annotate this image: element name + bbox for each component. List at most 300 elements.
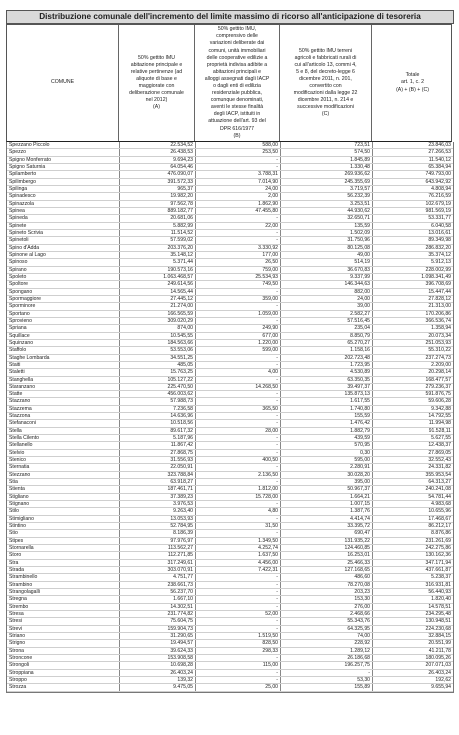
cell-col-c: 131.935,22	[344, 537, 370, 544]
cell-col-c: 4.414,74	[350, 515, 370, 522]
cell-col-c: 1.882,79	[350, 427, 370, 434]
cell-col-b: 7.014,90	[258, 178, 278, 185]
header-line: aliquote di base e	[136, 75, 177, 82]
cell-col-c: 439,59	[354, 435, 370, 442]
cell-col-c: 202.723,48	[344, 354, 370, 361]
cell-comune: Stroppo	[9, 676, 27, 683]
header-line: nel 2012)	[145, 97, 168, 104]
cell-col-b: 24,00	[265, 185, 278, 192]
cell-col-b: 249,90	[262, 325, 278, 332]
cell-col-a: 476.090,07	[167, 171, 193, 178]
table-row	[7, 501, 453, 508]
cell-comune: Spongano	[9, 288, 33, 295]
table-row	[7, 237, 453, 244]
cell-col-b: 22,00	[265, 222, 278, 229]
cell-col-a: 63.918,27	[170, 479, 193, 486]
header-line: abitazioni principali e	[212, 68, 262, 75]
table-row	[7, 530, 453, 537]
cell-comune: Stignano	[9, 501, 30, 508]
cell-col-a: 5.882,99	[173, 222, 193, 229]
cell-total: 192,62	[435, 676, 451, 683]
table-row	[7, 457, 453, 464]
cell-comune: Stregna	[9, 596, 27, 603]
cell-comune: Strona	[9, 647, 25, 654]
cell-col-b: -	[276, 376, 278, 383]
cell-total: 8.876,86	[431, 530, 451, 537]
header-line: Totale	[405, 72, 420, 79]
cell-col-b: 1.812,00	[258, 486, 278, 493]
cell-col-c: 514,19	[354, 259, 370, 266]
cell-col-c: 24,00	[357, 295, 370, 302]
cell-col-c: 49,00	[357, 251, 370, 258]
cell-col-b: -	[276, 288, 278, 295]
table-row	[7, 574, 453, 581]
cell-col-c: 65.270,27	[347, 339, 370, 346]
table-row	[7, 384, 453, 391]
cell-col-a: 14.636,96	[170, 413, 193, 420]
table-row	[7, 626, 453, 633]
cell-col-c: 1.502,09	[350, 229, 370, 236]
cell-col-a: 7.236,58	[173, 405, 193, 412]
header-line: maggiorate con	[138, 83, 175, 89]
cell-total: 168.477,57	[425, 376, 451, 383]
cell-col-b: -	[276, 413, 278, 420]
cell-col-c: -	[368, 669, 370, 676]
cell-col-a: 889.182,77	[167, 207, 193, 214]
header-line: deliberazione comunale	[129, 90, 184, 97]
cell-col-c: 124.460,85	[344, 545, 370, 552]
cell-total: 1.098.341,49	[421, 273, 451, 280]
cell-comune: Staffolo	[9, 347, 27, 354]
cell-comune: Stintino	[9, 523, 26, 530]
table-row	[7, 464, 453, 471]
cell-col-c: 395,00	[354, 479, 370, 486]
cell-comune: Stroppiana	[9, 669, 34, 676]
header-line: variazioni deliberate dai	[209, 40, 265, 47]
cell-col-b: -	[276, 464, 278, 471]
cell-total: 26.403,24	[428, 669, 451, 676]
table-row	[7, 655, 453, 662]
cell-total: 59.606,28	[428, 398, 451, 405]
cell-comune: Stia	[9, 479, 18, 486]
cell-col-a: 249.614,56	[167, 281, 193, 288]
cell-col-b: 400,50	[262, 457, 278, 464]
cell-comune: Spinadesco	[9, 193, 36, 200]
cell-col-b: -	[276, 317, 278, 324]
header-line: comunque denominati,	[210, 97, 264, 104]
cell-total: 237.274,73	[425, 354, 451, 361]
cell-total: 12.438,37	[428, 442, 451, 449]
header-col-total	[372, 25, 453, 141]
cell-col-c: 690,47	[354, 530, 370, 537]
cell-comune: Strembo	[9, 603, 29, 610]
cell-col-a: 317.249,61	[167, 559, 193, 566]
table-row	[7, 428, 453, 435]
table-row	[7, 560, 453, 567]
cell-col-c: 57.516,45	[347, 317, 370, 324]
header-col-b	[195, 25, 280, 141]
cell-comune: Spineda	[9, 215, 28, 222]
cell-col-c: 55.343,76	[347, 618, 370, 625]
header-line: proprietà indivisa adibite a	[206, 61, 268, 68]
cell-total: 53.331,77	[428, 215, 451, 222]
cell-col-b: 7.422,31	[258, 567, 278, 574]
cell-total: 64.313,27	[428, 479, 451, 486]
cell-total: 15.447,44	[428, 288, 451, 295]
cell-comune: Striano	[9, 632, 26, 639]
cell-col-c: 56.232,39	[347, 193, 370, 200]
table-row	[7, 442, 453, 449]
header-line: attuazione dell'art. 93 del	[208, 118, 266, 125]
cell-col-b: -	[276, 618, 278, 625]
cell-col-b: 365,50	[262, 405, 278, 412]
cell-comune: Stra	[9, 559, 19, 566]
cell-comune: Stazzema	[9, 405, 32, 412]
table-row	[7, 589, 453, 596]
cell-col-a: 4.751,77	[173, 574, 193, 581]
header-line: comprensivo delle	[216, 33, 258, 40]
cell-col-c: 50.967,37	[347, 486, 370, 493]
cell-comune: Strada	[9, 567, 25, 574]
cell-total: 2.209,00	[431, 361, 451, 368]
cell-comune: Spezzano Piccolo	[9, 142, 50, 148]
cell-col-c: 155,59	[354, 413, 370, 420]
cell-col-b: -	[276, 442, 278, 449]
cell-total: 13.016,61	[428, 229, 451, 236]
table-row	[7, 633, 453, 640]
cell-comune: Stella	[9, 427, 22, 434]
header-line: (C)	[321, 111, 330, 118]
cell-total: 20.298,14	[428, 369, 451, 376]
cell-total: 228.002,99	[425, 266, 451, 273]
cell-col-a: 391.572,33	[167, 178, 193, 185]
cell-col-a: 64.054,46	[170, 163, 193, 170]
table-row	[7, 640, 453, 647]
cell-col-b: 1.637,50	[258, 552, 278, 559]
cell-col-b: 588,00	[262, 142, 278, 148]
cell-col-c: 245.355,69	[344, 178, 370, 185]
cell-col-c: 203,23	[354, 589, 370, 596]
cell-total: 86.212,17	[428, 523, 451, 530]
cell-total: 366.536,74	[425, 317, 451, 324]
cell-col-a: 13.053,93	[170, 515, 193, 522]
cell-comune: Sprovieno	[9, 317, 32, 324]
cell-comune: Stresi	[9, 618, 23, 625]
cell-comune: Sportano	[9, 310, 30, 317]
cell-total: 9.342,88	[431, 405, 451, 412]
cell-col-b: -	[276, 391, 278, 398]
table-row	[7, 508, 453, 515]
table-row	[7, 406, 453, 413]
table-row	[7, 340, 453, 347]
cell-total: 643.942,92	[425, 178, 451, 185]
cell-total: 91.528,11	[428, 427, 451, 434]
cell-total: 89.349,98	[428, 237, 451, 244]
cell-col-a: 22.534,52	[170, 142, 193, 148]
header-line: (A)	[153, 104, 160, 111]
cell-comune: Staranzano	[9, 383, 36, 390]
cell-comune: Stroncone	[9, 654, 33, 661]
cell-col-a: 20.681,06	[170, 215, 193, 222]
cell-col-b: 1.862,90	[258, 200, 278, 207]
table-row	[7, 538, 453, 545]
cell-col-c: 1.845,89	[350, 156, 370, 163]
cell-col-c: 1.387,76	[350, 508, 370, 515]
cell-col-c: 2.582,27	[350, 310, 370, 317]
header-line: dicembre 2011, n. 214 e	[297, 97, 354, 104]
cell-comune: Squillace	[9, 332, 30, 339]
table-row	[7, 179, 453, 186]
cell-col-a: 159.904,73	[167, 625, 193, 632]
cell-col-b: 31,50	[265, 523, 278, 530]
cell-col-b: -	[276, 501, 278, 508]
cell-col-b: 15.728,00	[255, 493, 278, 500]
cell-col-a: 153.908,58	[167, 654, 193, 661]
cell-col-b: -	[276, 654, 278, 661]
cell-col-a: 89.617,32	[170, 427, 193, 434]
table-row	[7, 289, 453, 296]
cell-total: 279.236,37	[425, 383, 451, 390]
header-line: (A) + (B) + (C)	[396, 86, 429, 93]
table-row	[7, 259, 453, 266]
cell-comune: Stipes	[9, 537, 24, 544]
cell-col-c: 3.719,57	[350, 185, 370, 192]
cell-comune: Spriana	[9, 325, 27, 332]
cell-col-a: 26.438,53	[170, 149, 193, 156]
cell-col-c: 0,30	[360, 449, 370, 456]
table-row	[7, 604, 453, 611]
cell-total: 591.876,75	[425, 391, 451, 398]
cell-col-c: 2.280,91	[350, 464, 370, 471]
cell-col-c: 135.873,13	[344, 391, 370, 398]
cell-col-a: 37.389,23	[170, 493, 193, 500]
cell-total: 4.983,68	[431, 501, 451, 508]
cell-comune: Spoleto	[9, 273, 27, 280]
table-row	[7, 347, 453, 354]
cell-col-a: 965,37	[177, 185, 193, 192]
cell-col-a: 113.562,27	[167, 545, 193, 552]
cell-total: 180.095,26	[425, 654, 451, 661]
header-col-c	[280, 25, 372, 141]
cell-col-b: 599,00	[262, 347, 278, 354]
cell-col-b: 26,50	[265, 259, 278, 266]
cell-col-a: 303.070,91	[167, 567, 193, 574]
cell-col-b: -	[276, 589, 278, 596]
cell-col-c: 74,00	[357, 632, 370, 639]
cell-comune: Spinoso	[9, 259, 28, 266]
cell-col-a: 323.788,84	[167, 471, 193, 478]
cell-total: 54.781,44	[428, 493, 451, 500]
table-row	[7, 567, 453, 574]
cell-col-a: 27.445,12	[170, 295, 193, 302]
cell-comune: Spezzo	[9, 149, 26, 156]
cell-col-c: 39.497,37	[347, 383, 370, 390]
table-row	[7, 355, 453, 362]
cell-col-b: 4.456,00	[258, 559, 278, 566]
cell-col-c: 25.466,33	[347, 559, 370, 566]
cell-comune: Stezzano	[9, 471, 31, 478]
cell-comune: Spinetoli	[9, 237, 29, 244]
cell-col-a: 11.514,52	[170, 229, 193, 236]
cell-col-c: 78.270,08	[347, 581, 370, 588]
header-line: degli IACP, istituiti in	[213, 111, 261, 118]
cell-col-b: 3.330,92	[258, 244, 278, 251]
cell-col-c: 32.650,71	[347, 215, 370, 222]
cell-col-a: 27.868,75	[170, 449, 193, 456]
cell-total: 224.230,68	[425, 625, 451, 632]
cell-total: 1.358,94	[431, 325, 451, 332]
cell-col-a: 203.376,20	[167, 244, 193, 251]
cell-col-b: -	[276, 479, 278, 486]
table-row	[7, 157, 453, 164]
cell-col-c: 53,30	[357, 676, 370, 683]
table-row	[7, 552, 453, 559]
cell-col-a: 14.565,44	[170, 288, 193, 295]
table-row	[7, 391, 453, 398]
cell-col-c: 1.158,16	[350, 347, 370, 354]
cell-col-a: 11.867,42	[170, 442, 193, 449]
cell-col-b: 25.534,93	[255, 273, 278, 280]
table-row	[7, 648, 453, 655]
header-comune	[7, 25, 119, 141]
cell-col-a: 31.556,93	[170, 457, 193, 464]
cell-col-a: 34.551,25	[170, 354, 193, 361]
cell-col-b: 759,00	[262, 266, 278, 273]
cell-col-a: 9.475,05	[173, 684, 193, 691]
cell-col-b: -	[276, 435, 278, 442]
cell-col-a: 139,32	[177, 676, 193, 683]
cell-col-b: -	[276, 420, 278, 427]
cell-col-a: 485,05	[177, 361, 193, 368]
cell-col-a: 456.003,62	[167, 391, 193, 398]
table-row	[7, 230, 453, 237]
cell-col-a: 19.494,57	[170, 640, 193, 647]
table-row	[7, 413, 453, 420]
cell-col-c: 155,89	[354, 684, 370, 691]
cell-col-b: 52,00	[265, 611, 278, 617]
table-row	[7, 684, 453, 691]
table-header	[6, 24, 452, 142]
cell-comune: Squinzano	[9, 339, 34, 346]
cell-total: 56.440,93	[428, 589, 451, 596]
header-line: abitazione principale e	[130, 61, 183, 68]
cell-col-a: 26.403,24	[170, 669, 193, 676]
table-row	[7, 545, 453, 552]
cell-comune: Sternatia	[9, 464, 30, 471]
cell-col-a: 105.127,22	[167, 376, 193, 383]
cell-total: 170.206,86	[425, 310, 451, 317]
cell-comune: Stornarella	[9, 545, 34, 552]
cell-col-b: 677,00	[262, 332, 278, 339]
cell-col-c: 1.664,21	[350, 493, 370, 500]
cell-total: 1.820,40	[431, 596, 451, 603]
cell-col-b: -	[276, 361, 278, 368]
cell-total: 130.948,51	[425, 618, 451, 625]
cell-col-a: 39.624,33	[170, 647, 193, 654]
cell-col-b: -	[276, 581, 278, 588]
cell-col-a: 309.020,29	[167, 317, 193, 324]
cell-comune: Strigno	[9, 640, 26, 647]
cell-comune: Spilamberto	[9, 171, 37, 178]
table-row	[7, 186, 453, 193]
cell-total: 10.655,96	[428, 508, 451, 515]
cell-col-a: 187.461,71	[167, 486, 193, 493]
cell-col-c: 276,00	[354, 603, 370, 610]
cell-col-a: 112.271,85	[167, 552, 193, 559]
cell-col-c: 9.337,99	[350, 273, 370, 280]
cell-comune: Stazzona	[9, 413, 31, 420]
cell-col-a: 97.976,97	[170, 537, 193, 544]
table-row	[7, 311, 453, 318]
cell-col-b: 47.455,80	[255, 207, 278, 214]
cell-col-c: 44.930,62	[347, 207, 370, 214]
table-row	[7, 618, 453, 625]
cell-col-b: -	[276, 156, 278, 163]
cell-col-b: -	[276, 603, 278, 610]
cell-col-b: -	[276, 596, 278, 603]
cell-comune: Stigliano	[9, 493, 29, 500]
table-body	[6, 142, 454, 693]
table-row	[7, 472, 453, 479]
cell-col-c: 30.028,20	[347, 471, 370, 478]
cell-col-c: 80.125,08	[347, 244, 370, 251]
header-line: relative pertinenze (ad	[130, 68, 183, 75]
cell-comune: Stelvio	[9, 449, 25, 456]
cell-col-a: 231.774,82	[167, 611, 193, 617]
cell-comune: Storo	[9, 552, 22, 559]
table-row	[7, 369, 453, 376]
cell-total: 32.552,43	[428, 457, 451, 464]
cell-comune: Spinete	[9, 222, 27, 229]
cell-comune: Spilimbergo	[9, 178, 36, 185]
header-line: comuni, unità immobiliari	[208, 47, 266, 54]
header-line: delle cooperative edilizie a	[206, 54, 268, 61]
cell-col-c: 8.850,79	[350, 332, 370, 339]
cell-comune: Strambino	[9, 581, 33, 588]
cell-col-c: 1.007,15	[350, 501, 370, 508]
cell-col-b: 1.059,00	[258, 310, 278, 317]
cell-total: 55.310,22	[428, 347, 451, 354]
table-row	[7, 523, 453, 530]
cell-col-b: 4,00	[268, 369, 278, 376]
cell-total: 32.884,15	[428, 632, 451, 639]
header-line: residenziale pubblica,	[212, 90, 262, 97]
cell-col-c: 33.395,72	[347, 523, 370, 530]
table-row	[7, 325, 453, 332]
cell-comune: Stio	[9, 530, 18, 537]
cell-col-c: 4.530,89	[350, 369, 370, 376]
table-row	[7, 208, 453, 215]
cell-col-b: 3.788,31	[258, 171, 278, 178]
cell-col-b: -	[276, 676, 278, 683]
cell-col-c: 16.253,01	[347, 552, 370, 559]
header-line: DPR 616/1977	[219, 125, 255, 132]
cell-col-c: 36.670,83	[347, 266, 370, 273]
cell-col-a: 10.545,55	[170, 332, 193, 339]
cell-col-b: 749,50	[262, 281, 278, 288]
cell-col-c: 127.168,65	[344, 567, 370, 574]
cell-col-a: 53.553,06	[170, 347, 193, 354]
cell-comune: Spigno Monferrato	[9, 156, 51, 163]
table-row	[7, 142, 453, 149]
cell-total: 4.808,94	[431, 185, 451, 192]
cell-col-b: 2.136,50	[258, 471, 278, 478]
cell-comune: Spilinga	[9, 185, 28, 192]
cell-comune: Stresa	[9, 611, 24, 617]
cell-total: 41.211,78	[428, 647, 451, 654]
cell-col-c: 228,92	[354, 640, 370, 647]
cell-total: 355.953,54	[425, 471, 451, 478]
